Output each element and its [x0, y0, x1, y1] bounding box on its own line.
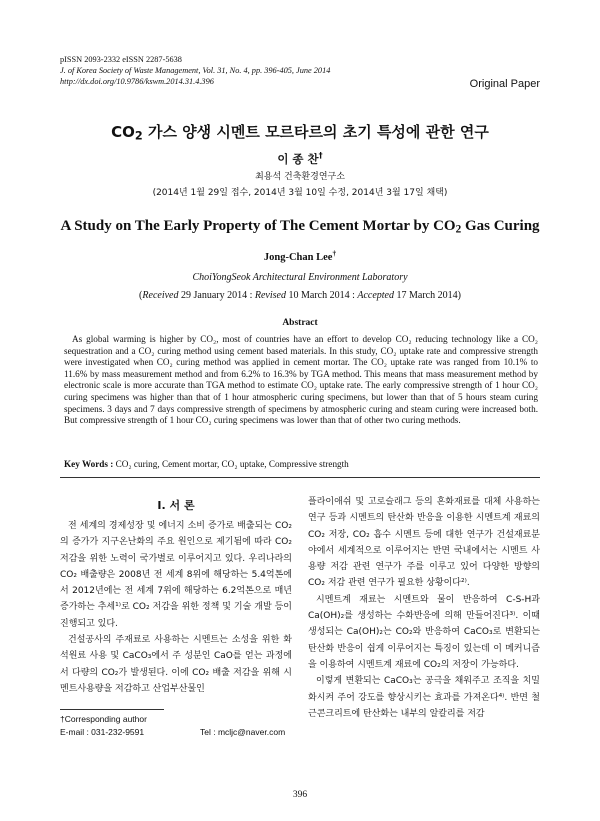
footnote-tel: Tel : mcljc@naver.com	[200, 727, 286, 737]
issn-line: pISSN 2093-2332 eISSN 2287-5638	[60, 55, 182, 64]
section-divider	[60, 477, 540, 478]
section-heading-introduction: I. 서 론	[157, 499, 195, 512]
paragraph: 건설공사의 주재료로 사용하는 시멘트는 소성을 위한 화석원료 사용 및 CaCO₃에서 주 성분인 CaO를 얻는 과정에서 다량의 CO₂가 발생된다. 이에 CO₂ 배출 저감을 위해 시멘트사용량을 저감하고 산업부산물인	[60, 635, 292, 694]
paragraph: 전 세계의 경제성장 및 에너지 소비 증가로 배출되는 CO₂의 증가가 지구온난화의 주요 원인으로 제기됨에 따라 CO₂ 저감을 위한 노력이 국가별로 이루어지고 있다. 우리나라의 CO₂ 배출량은 2008년 전 세계 8위에 해당하는 5.4억톤에서 2012년에는 전 세계 7위에 해당하는 6.2억톤으로 매년 증가하는 추세¹⁾로 CO₂ 저감을 위한 정책 및 기술 개발 등이 진행되고 있다.	[60, 521, 292, 629]
paragraph: 시멘트계 재료는 시멘트와 물이 반응하여 C-S-H과 Ca(OH)₂를 생성하는 수화반응에 의해 만들어진다³⁾. 이때 생성되는 Ca(OH)₂는 CO₂와 반응하여 CaCO₃로 변환되는 탄산화 반응이 쉽게 이루어지는 특징이 있는데 이 메커니즘을 이용하여 시멘트계 재료에 CO₂의 저장이 가능하다.	[308, 594, 540, 670]
paragraph: 플라이애쉬 및 고로슬래그 등의 혼화재료를 대체 사용하는 연구 등과 시멘트의 탄산화 반응을 이용한 시멘트계 재료의 CO₂ 저장, CO₂ 흡수 시멘트 등에 대한 연구가 건설재료분야에서 세계적으로 이루어지는 반면 국내에서는 시멘트 사용량 저감 관련 연구가 주를 이루고 있어 다양한 방향의 CO₂ 저감 관련 연구가 필요한 상황이다²⁾.	[308, 497, 540, 589]
keywords: Key Words : CO₂ curing, Cement mortar, CO₂ uptake, Compressive strength	[64, 459, 349, 469]
journal-header	[60, 54, 330, 88]
korean-author: 이 종 찬†	[277, 151, 323, 166]
journal-citation: J. of Korea Society of Waste Management, Vol. 31, No. 4, pp. 396-405, June 2014	[60, 66, 331, 76]
english-title: A Study on The Early Property of The Cement Mortar by $CO_2$ Gas Curing	[60, 218, 540, 236]
english-institution: ChoiYongSeok Architectural Environment Laboratory	[192, 272, 408, 283]
footnote-divider	[60, 709, 164, 710]
left-column	[60, 518, 292, 697]
korean-institution: 최용석 건축환경연구소	[255, 172, 345, 182]
footnote-email: E-mail : 031-232-9591	[60, 727, 145, 737]
english-dates: (Received 29 January 2014 : Revised 10 March 2014 : Accepted 17 March 2014)	[139, 290, 461, 301]
doi-link[interactable]: http://dx.doi.org/10.9786/kswm.2014.31.4.396	[60, 77, 214, 87]
article-type-label: Original Paper	[469, 78, 540, 90]
right-column	[308, 494, 540, 722]
paragraph: 이렇게 변환되는 CaCO₃는 공극을 채워주고 조직을 치밀화시켜 주어 강도를 향상시키는 효과를 가져온다⁴⁾. 반면 철근콘크리트에 탄산화는 내부의 알칼리를 저감	[308, 676, 540, 719]
page-number: 396	[292, 790, 308, 800]
abstract-heading: Abstract	[282, 318, 318, 328]
abstract-text: As global warming is higher by CO₂, most of countries have an effort to develop CO₂ reducing technology like a CO₂ sequestration and a CO₂ curing method using cement based materials. In this study, CO₂ uptake rate and compressive strength were investigated when CO₂ curing method was applied in cement mortar. The CO₂ uptake rate was ranged from 10.1% to 11.6% by mass measurement method and from 6.2% to 16.3% by TGA method. This means that mass measurement method by electronic scale is more accurate than TGA method to estimate CO₂ uptake rate. The early compressive strength of 1 hour CO₂ curing specimens was higher than that of 1 hour atmospheric curing specimens, but lower than that of 5 hours steam curing specimens. 3 days and 7 days compressive strength of specimens by atmospheric curing and steam curing were increased both. But compressive strength of 1 hour CO₂ curing specimens was lower than that of other two curing methods.	[64, 334, 538, 426]
footnote-corresponding: †Corresponding author	[60, 714, 147, 724]
korean-title: $CO_2$ 가스 양생 시멘트 모르타르의 초기 특성에 관한 연구	[111, 123, 489, 143]
korean-dates: (2014년 1월 29일 접수, 2014년 3월 10일 수정, 2014년 3월 17일 채택)	[152, 188, 448, 198]
english-author: Jong-Chan Lee†	[263, 248, 337, 263]
